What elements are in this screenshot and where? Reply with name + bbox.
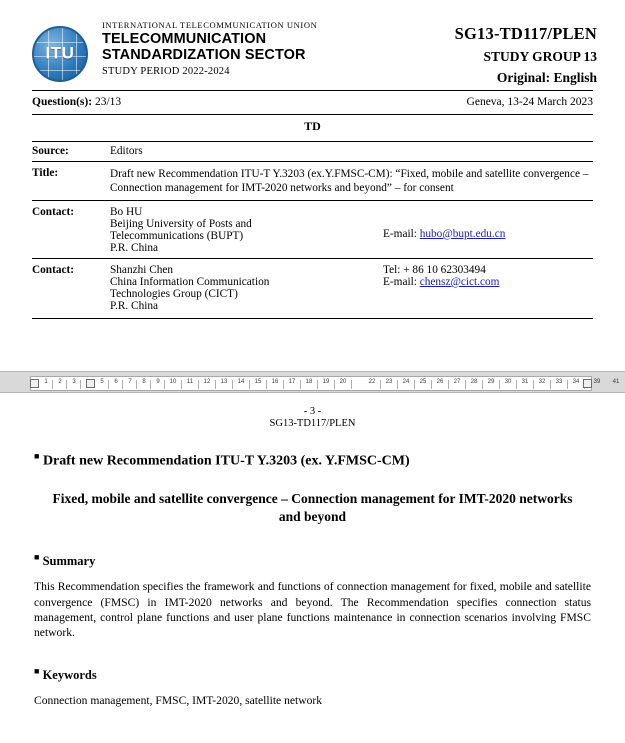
keywords-paragraph: Connection management, FMSC, IMT-2020, satellite network <box>34 693 323 707</box>
email-label: E-mail: <box>383 227 417 240</box>
email-link[interactable]: chensz@cict.com <box>419 275 500 288</box>
contact-row-1 <box>32 200 593 258</box>
left-indent-marker[interactable] <box>30 379 39 388</box>
summary-paragraph: This Recommendation specifies the framework and functions of connection management for fixed, mobile and satellite convergence (FMSC) in IMT-2020 networks and beyond. The Recommendation specifies connection status management, control plane functions and user plane functions maintenance in connection scenarios involving FMSC network. <box>34 580 591 640</box>
org-line: INTERNATIONAL TELECOMMUNICATION UNION <box>102 20 318 30</box>
source-label: Source: <box>32 145 69 157</box>
paragraph-mark-icon: ■ <box>34 552 40 563</box>
contact-email-cell <box>383 200 593 258</box>
document-header-section <box>14 8 611 319</box>
ruler-ticks: 1 2 3 5 6 7 8 9 10 11 12 13 14 15 16 17 18 19 20 22 23 24 25 26 27 28 29 30 31 32 33 34 39 41 <box>0 378 625 391</box>
email-label: E-mail: <box>383 275 417 288</box>
doc-identifiers <box>382 20 597 86</box>
contact-org-line2: Telecommunications (BUPT) <box>110 229 244 242</box>
itu-globe-logo-icon <box>32 26 88 82</box>
logo-container <box>32 20 94 82</box>
contact-country: P.R. China <box>110 241 159 254</box>
original-language: Original: English <box>496 70 597 85</box>
keywords-heading-text: Keywords <box>42 668 97 683</box>
contact-details <box>110 200 383 258</box>
logo-text: ITU <box>45 43 75 63</box>
itu-header <box>14 14 611 86</box>
document-heading-1-text: Draft new Recommendation ITU-T Y.3203 (ex. Y.FMSC-CM) <box>42 453 410 469</box>
horizontal-ruler[interactable] <box>0 371 625 393</box>
title-label: Title: <box>32 162 110 201</box>
first-line-indent-marker[interactable] <box>86 379 95 388</box>
metadata-table <box>32 142 593 316</box>
contact-label: Contact: <box>32 200 110 258</box>
contact-tel: Tel: + 86 10 62303494 <box>383 263 486 276</box>
contact-org-line2: Technologies Group (CICT) <box>110 287 238 300</box>
right-indent-marker[interactable] <box>583 379 592 388</box>
document-body-section <box>0 394 625 743</box>
email-link[interactable]: hubo@bupt.edu.cn <box>419 227 506 240</box>
contact-org-line1: Beijing University of Posts and <box>110 217 252 230</box>
place-date: Geneva, 13-24 March 2023 <box>466 96 593 108</box>
study-period: STUDY PERIOD 2022-2024 <box>102 66 230 78</box>
title-value: Draft new Recommendation ITU-T Y.3203 (ex.Y.FMSC-CM): “Fixed, mobile and satellite convergence – Connection management for IMT-2020 networks and beyond” – for consent <box>110 162 593 201</box>
td-label: TD <box>304 119 321 133</box>
contact-name: Shanzhi Chen <box>110 263 174 276</box>
org-titles <box>94 20 382 77</box>
contact-row-2 <box>32 258 593 316</box>
source-row <box>32 142 593 162</box>
paragraph-mark-icon: ■ <box>34 451 40 461</box>
keywords-heading <box>34 666 591 683</box>
page-code: SG13-TD117/PLEN <box>269 418 356 429</box>
question-row <box>14 91 611 110</box>
document-heading-2: Fixed, mobile and satellite convergence – Connection management for IMT-2020 networks and beyond <box>52 490 573 524</box>
contact-country: P.R. China <box>110 299 159 312</box>
bottom-divider <box>32 318 593 319</box>
title-row <box>32 162 593 201</box>
contact-contact-cell <box>383 258 593 316</box>
source-value: Editors <box>110 145 143 157</box>
study-group: STUDY GROUP 13 <box>483 49 597 64</box>
contact-label: Contact: <box>32 258 110 316</box>
paragraph-mark-icon: ■ <box>34 666 40 677</box>
org-name-line2: STANDARDIZATION SECTOR <box>102 47 306 64</box>
contact-org-line1: China Information Communication <box>110 275 270 288</box>
org-name-line1: TELECOMMUNICATION <box>102 31 267 47</box>
question-label: Question(s): <box>32 96 93 108</box>
document-heading-1 <box>34 451 591 470</box>
contact-name: Bo HU <box>110 205 143 218</box>
contact-details <box>110 258 383 316</box>
summary-heading-text: Summary <box>42 554 96 569</box>
summary-heading <box>34 552 591 569</box>
page-marker: - 3 - <box>303 406 322 417</box>
question-value: 23/13 <box>94 96 122 108</box>
doc-number: SG13-TD117/PLEN <box>454 24 597 43</box>
